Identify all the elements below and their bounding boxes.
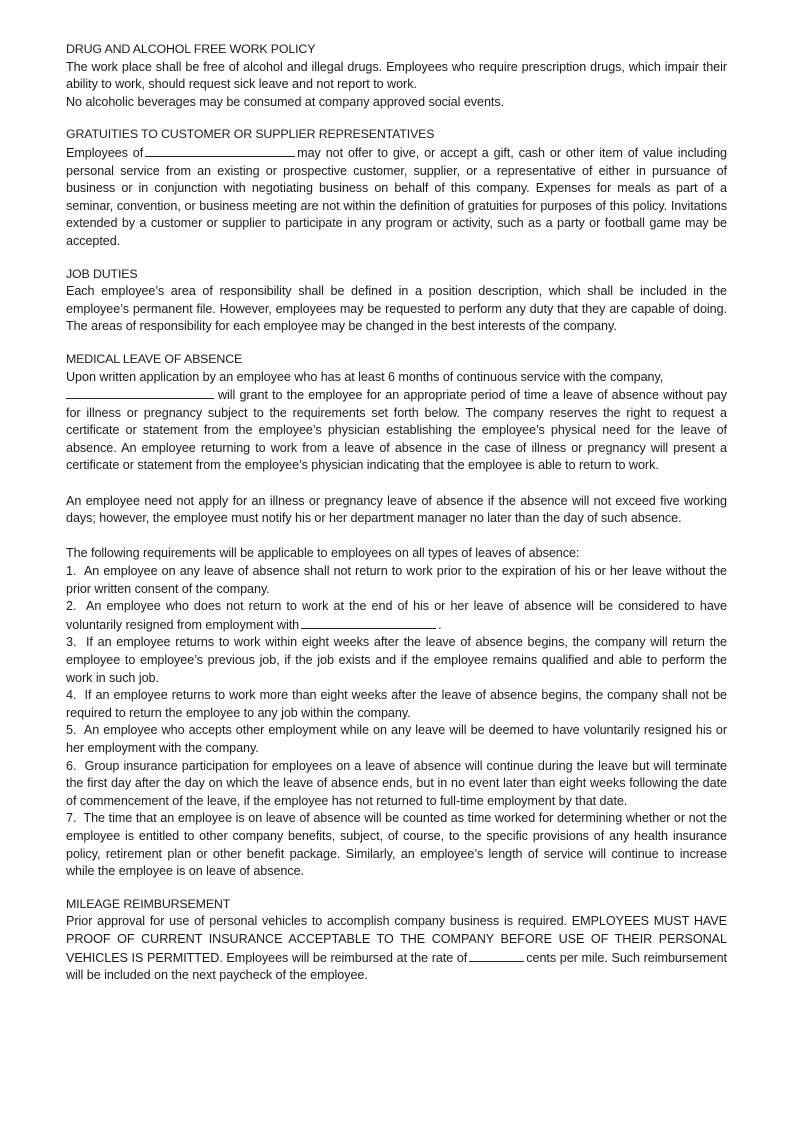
requirement-item-5	[66, 722, 727, 757]
gratuities-text-after-blank: may not offer to give, or accept a gift, cash or other item of value including personal service from an existing or prospective customer, supplier, or a representative of either in pursuance of business or in conjunction with negotiating business on behalf of this company. Expenses for meals as part of a seminar, convention, or business meeting are not within the definition of gratuities for purposes of this policy. Invitations extended by a customer or supplier to participate in any program or activity, such as a party or football game may be accepted.	[66, 145, 728, 248]
paragraph-medical-leave-main	[66, 386, 727, 475]
requirement-text-6: Group insurance participation for employees on a leave of absence will continue during the leave but will terminate the first day after the day on which the leave of absence ends, but in no event later than eight weeks following the date of commencement of the leave, if the employee has not returned to full-time employment by that date.	[66, 758, 727, 808]
paragraph-drug-policy-beverages: No alcoholic beverages may be consumed at company approved social events.	[66, 94, 505, 109]
requirement-text-2-before-blank: An employee who does not return to work at the end of his or her leave of absence will be considered to have voluntarily resigned from employment with	[66, 599, 728, 632]
company-name-blank-requirement-2[interactable]	[301, 616, 436, 629]
section-heading-medical-leave-of-absence: MEDICAL LEAVE OF ABSENCE	[66, 351, 243, 366]
requirement-text-7: The time that an employee is on leave of absence will be counted as time worked for determining whether or not the employee is entitled to other company benefits, subject, of course, to the specific provisions of any health insurance policy, retirement plan or other benefit package. Similarly, an employee’s length of service will continue to increase while the employee is on leave of absence.	[66, 811, 727, 879]
requirement-text-5: An employee who accepts other employment while on any leave will be deemed to have voluntarily resigned his or her employment with the company.	[66, 723, 728, 755]
requirement-item-1	[66, 563, 727, 598]
requirement-item-2	[66, 598, 727, 634]
requirement-number-2: 2.	[66, 599, 77, 614]
mileage-text-after-blank: cents per mile. Such reimbursement will be included on the next paycheck of the employee.	[66, 950, 727, 983]
section-job-duties	[66, 266, 727, 336]
document-body	[66, 41, 727, 985]
requirement-number-4: 4.	[66, 688, 77, 703]
company-name-blank-gratuities[interactable]	[145, 144, 295, 157]
requirement-number-5: 5.	[66, 723, 77, 738]
section-heading-job-duties: JOB DUTIES	[66, 266, 138, 281]
requirement-text-3: If an employee returns to work within eight weeks after the leave of absence begins, the company will return the employee to employee’s previous job, if the job exists and if the employee remains qualified and able to perform the work in such job.	[66, 635, 728, 685]
requirement-text-4: If an employee returns to work more than eight weeks after the leave of absence begins, the company shall not be required to return the employee to any job within the company.	[66, 688, 727, 720]
section-heading-drug-and-alcohol-free-work-policy: DRUG AND ALCOHOL FREE WORK POLICY	[66, 42, 316, 56]
section-drug-and-alcohol-free-work-policy	[66, 41, 727, 111]
requirement-number-3: 3.	[66, 635, 77, 650]
paragraph-spacer	[66, 528, 727, 546]
section-heading-gratuities: GRATUITIES TO CUSTOMER OR SUPPLIER REPRESENTATIVES	[66, 127, 435, 142]
paragraph-requirements-intro: The following requirements will be applicable to employees on all types of leaves of absence:	[66, 546, 580, 561]
requirement-text-1: An employee on any leave of absence shall not return to work prior to the expiration of his or her leave without the prior written consent of the company.	[66, 564, 727, 596]
requirement-text-2-after-blank: .	[438, 617, 442, 632]
company-name-blank-medical-leave[interactable]	[66, 386, 214, 399]
requirement-item-3	[66, 634, 727, 687]
paragraph-gratuities	[66, 144, 727, 251]
paragraph-job-duties: Each employee’s area of responsibility shall be defined in a position description, which shall be included in the employee’s permanent file. However, employees may be requested to perform any duty that they are capable of doing. The areas of responsibility for each employee may be changed in the best interests of the company.	[66, 284, 727, 334]
mileage-text-before-blank: Prior approval for use of personal vehicles to accomplish company business is required. EMPLOYEES MUST HAVE PROOF OF CURRENT INSURANCE ACCEPTABLE TO THE COMPANY BEFORE USE OF THEIR PERSONAL VEHICLES IS PERMITTED. Employees will be reimbursed at the rate of	[66, 914, 727, 965]
paragraph-medical-leave-short-absence: An employee need not apply for an illness or pregnancy leave of absence if the absence will not exceed five working days; however, the employee must notify his or her department manager no later than the day of such absence.	[66, 493, 727, 526]
section-mileage-reimbursement	[66, 896, 727, 985]
paragraph-spacer	[66, 475, 727, 493]
paragraph-mileage-reimbursement	[66, 913, 727, 984]
medical-leave-text-after-blank: will grant to the employee for an appropriate period of time a leave of absence without pay for illness or pregnancy subject to the requirements set forth below. The company reserves the right to request a certificate or statement from the employee’s physician establishing the employee’s physical need for the leave of absence. An employee returning to work from a leave of absence in the case of illness or pregnancy will present a certificate or statement from the employee’s physician indicating that the employee is able to return to work.	[66, 388, 727, 473]
gratuities-text-before-blank: Employees of	[66, 145, 144, 160]
section-heading-mileage-reimbursement: MILEAGE REIMBURSEMENT	[66, 896, 231, 911]
paragraph-drug-policy-main: The work place shall be free of alcohol and illegal drugs. Employees who require prescription drugs, which impair their ability to work, should request sick leave and not report to work.	[66, 59, 727, 92]
section-gratuities-to-customer-or-supplier-representatives	[66, 126, 727, 250]
requirement-item-6	[66, 758, 727, 811]
paragraph-medical-leave-intro: Upon written application by an employee who has at least 6 months of continuous service with the company,	[66, 369, 664, 384]
requirement-item-4	[66, 687, 727, 722]
requirement-item-7	[66, 810, 727, 880]
section-medical-leave-of-absence	[66, 351, 727, 881]
requirement-number-1: 1.	[66, 564, 77, 579]
requirement-number-7: 7.	[66, 811, 77, 826]
requirement-number-6: 6.	[66, 758, 77, 773]
cents-per-mile-blank[interactable]	[469, 949, 524, 962]
